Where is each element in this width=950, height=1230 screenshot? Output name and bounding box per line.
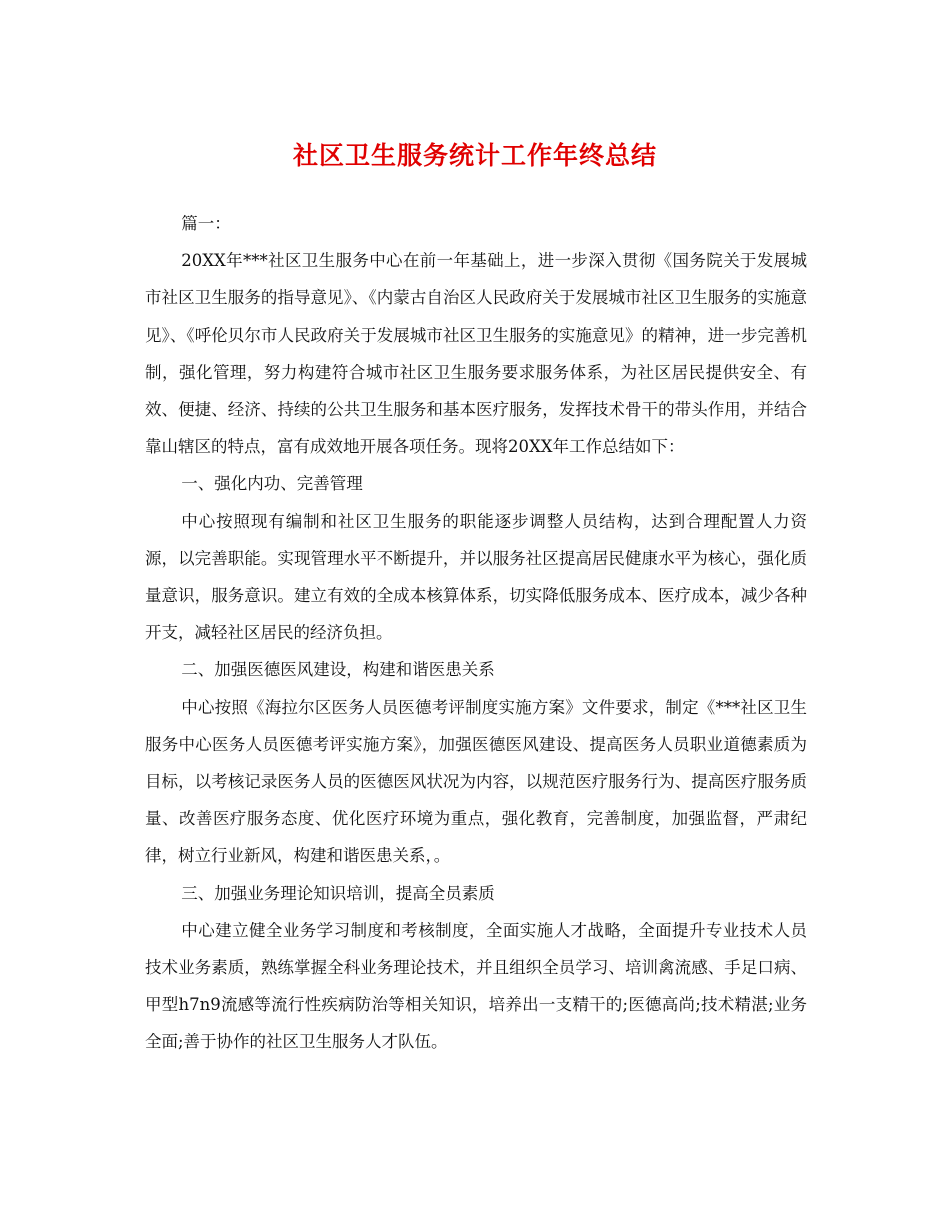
- section-label: 篇一：: [181, 214, 231, 233]
- section-heading: 三、加强业务理论知识培训，提高全员素质: [181, 883, 495, 903]
- body-paragraph: 中心建立健全业务学习制度和考核制度，全面实施人才战略，全面提升专业技术人员技术业务素质，熟练掌握全科业务理论技术，并且组织全员学习、培训禽流感、手足口病、甲型h7n9流感等流行性疾病防治等相关知识，培养出一支精干的;医德高尚;技术精湛;业务全面;善于协作的社区卫生服务人才队伍。: [145, 920, 807, 1052]
- body-paragraph: 中心按照《海拉尔区医务人员医德考评制度实施方案》文件要求，制定《***社区卫生服务中心医务人员医德考评实施方案》，加强医德医风建设、提高医务人员职业道德素质为目标，以考核记录医务人员的医德医风状况为内容，以规范医疗服务行为、提高医疗服务质量、改善医疗服务态度、优化医疗环境为重点，强化教育，完善制度，加强监督，严肃纪律，树立行业新风，构建和谐医患关系，。: [145, 697, 807, 866]
- body-paragraph: 中心按照现有编制和社区卫生服务的职能逐步调整人员结构，达到合理配置人力资源，以完善职能。实现管理水平不断提升，并以服务社区提高居民健康水平为核心，强化质量意识，服务意识。建立有效的全成本核算体系，切实降低服务成本、医疗成本，减少各种开支，减轻社区居民的经济负担。: [145, 511, 807, 643]
- document-body: [145, 205, 807, 1061]
- document-title: 社区卫生服务统计工作年终总结: [292, 141, 657, 170]
- intro-paragraph: 20XX年***社区卫生服务中心在前一年基础上，进一步深入贯彻《国务院关于发展城市社区卫生服务的指导意见》、《内蒙古自治区人民政府关于发展城市社区卫生服务的实施意见》、《呼伦贝尔市人民政府关于发展城市社区卫生服务的实施意见》的精神，进一步完善机制，强化管理，努力构建符合城市社区卫生服务要求服务体系，为社区居民提供安全、有效、便捷、经济、持续的公共卫生服务和基本医疗服务，发挥技术骨干的带头作用，并结合靠山辖区的特点，富有成效地开展各项任务。现将20XX年工作总结如下：: [145, 251, 807, 457]
- section-heading: 二、加强医德医风建设，构建和谐医患关系: [181, 660, 495, 680]
- section-heading: 一、强化内功、完善管理: [181, 474, 363, 494]
